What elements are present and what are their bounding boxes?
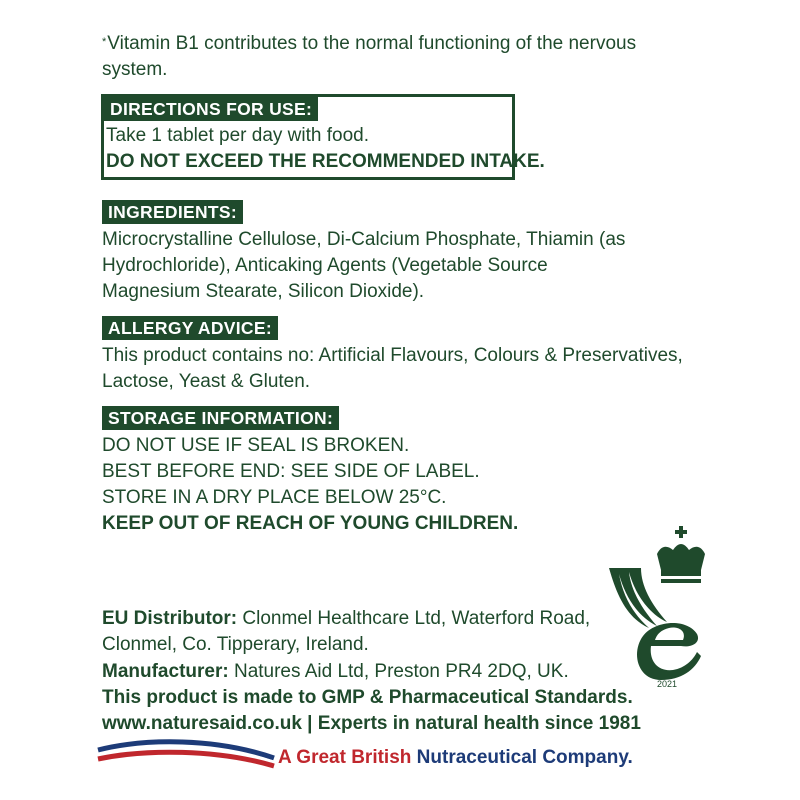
distributor-line-1: EU Distributor: Clonmel Healthcare Ltd, Waterford Road,: [102, 608, 591, 629]
ingredients-line-2: Hydrochloride), Anticaking Agents (Vegetable Source: [102, 255, 548, 276]
allergy-header: ALLERGY ADVICE:: [102, 316, 278, 340]
directions-header: DIRECTIONS FOR USE:: [104, 97, 318, 121]
manufacturer-label: Manufacturer:: [102, 661, 229, 682]
footnote-marker: *: [102, 36, 107, 48]
distributor-label: EU Distributor:: [102, 608, 238, 629]
storage-line-2: BEST BEFORE END: SEE SIDE OF LABEL.: [102, 461, 480, 482]
storage-line-4: KEEP OUT OF REACH OF YOUNG CHILDREN.: [102, 513, 519, 534]
gmp-statement: This product is made to GMP & Pharmaceutical Standards.: [102, 687, 633, 708]
award-year: 2021: [656, 679, 678, 689]
vitamin-note-line-2: system.: [102, 59, 168, 80]
queens-award-emblem-icon: [597, 520, 717, 690]
ingredients-line-3: Magnesium Stearate, Silicon Dioxide).: [102, 281, 425, 302]
allergy-line-1: This product contains no: Artificial Flavours, Colours & Preservatives,: [102, 345, 683, 366]
storage-line-3: STORE IN A DRY PLACE BELOW 25°C.: [102, 487, 447, 508]
website-line: www.naturesaid.co.uk | Experts in natural health since 1981: [102, 713, 641, 734]
allergy-line-2: Lactose, Yeast & Gluten.: [102, 371, 311, 392]
tagline: A Great British Nutraceutical Company.: [278, 747, 633, 768]
ingredients-line-1: Microcrystalline Cellulose, Di-Calcium Phosphate, Thiamin (as: [102, 229, 626, 250]
directions-line-1: Take 1 tablet per day with food.: [106, 125, 369, 146]
distributor-line-2: Clonmel, Co. Tipperary, Ireland.: [102, 634, 369, 655]
ingredients-header: INGREDIENTS:: [102, 200, 243, 224]
directions-line-2: DO NOT EXCEED THE RECOMMENDED INTAKE.: [106, 151, 545, 172]
storage-line-1: DO NOT USE IF SEAL IS BROKEN.: [102, 435, 410, 456]
storage-header: STORAGE INFORMATION:: [102, 406, 339, 430]
vitamin-note-line-1: *Vitamin B1 contributes to the normal functioning of the nervous: [102, 33, 637, 54]
manufacturer-line: Manufacturer: Natures Aid Ltd, Preston PR4 2DQ, UK.: [102, 661, 569, 682]
union-flag-swoosh-icon: [96, 736, 276, 770]
